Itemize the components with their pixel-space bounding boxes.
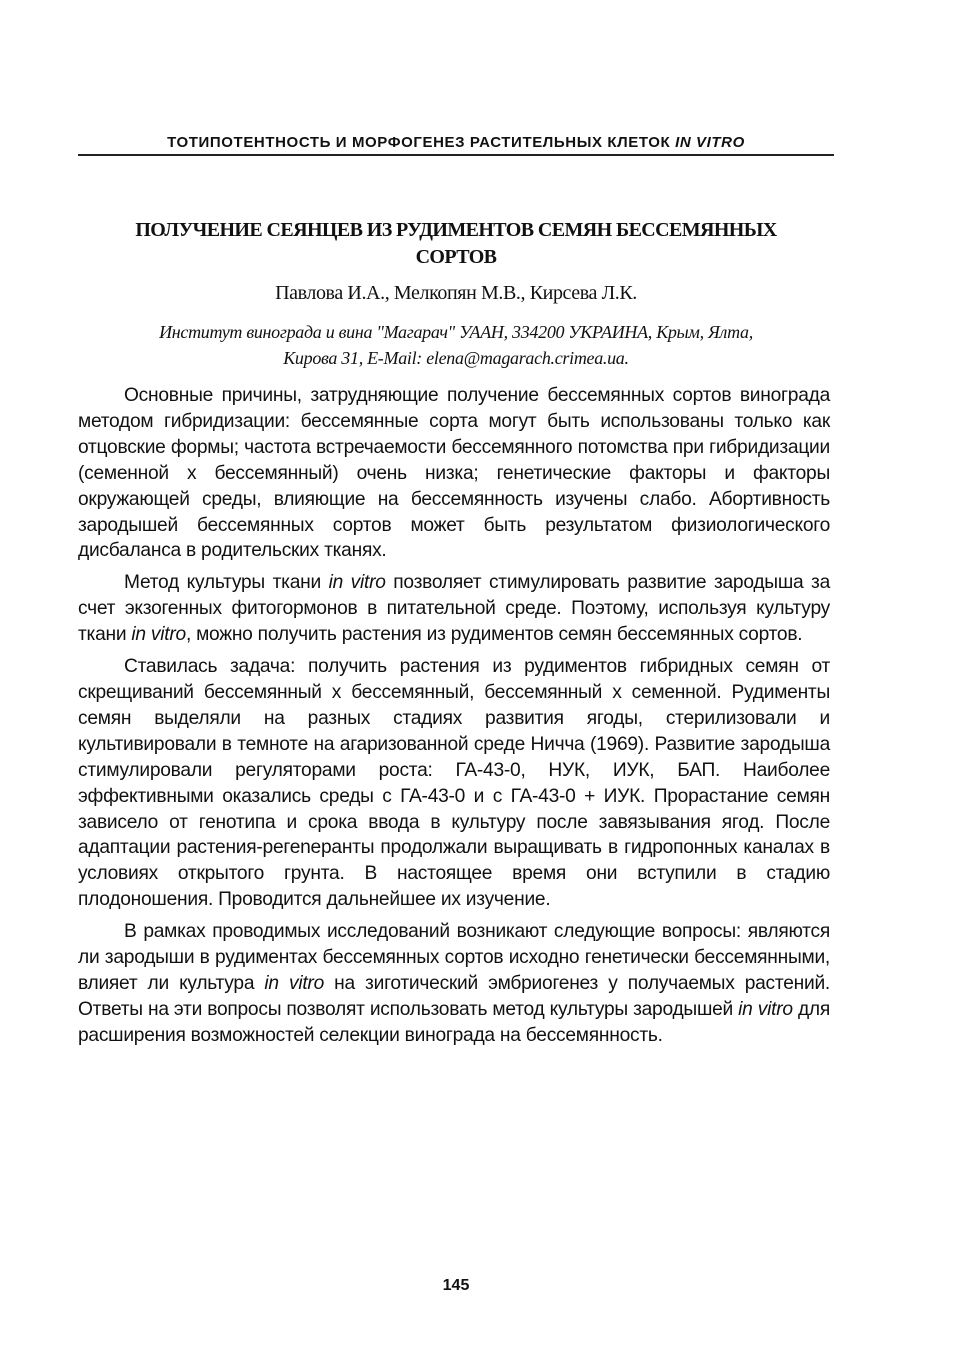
- affiliation-line-2: Кирова 31, E-Mail: elena@magarach.crimea.ua.: [283, 348, 629, 368]
- paragraph-2-italic-2: in vitro: [131, 624, 186, 646]
- paragraph-4-italic-1: in vitro: [264, 972, 324, 994]
- paragraph-2-italic-1: in vitro: [328, 572, 386, 594]
- running-header-text: ТОТИПОТЕНТНОСТЬ И МОРФОГЕНЕЗ РАСТИТЕЛЬНЫХ КЛЕТОК: [167, 134, 676, 151]
- paragraph-2-part-c: позволяет стимулировать развитие зародыша за счет экзогенных фитогормонов в питательной среде. Поэтому, используя культуру ткани: [78, 572, 830, 646]
- paragraph-1: Основные причины, затрудняющие получение бессемянных сортов винограда методом гибридизации: бессемянные сорта могут быть использованы только как отцовские формы; частота встречаемости бессемянного потомства при гибридизации (семенной х бессемянный) очень низка; генетические факторы и факторы окружающей среды, влияющие на бессемянность изучены слабо. Абортивность зародышей бессемянных сортов может быть результатом физиологического дисбаланса в родительских тканях.: [78, 385, 830, 562]
- affiliation-line-1: Институт винограда и вина "Магарач" УААН, 334200 УКРАИНА, Крым, Ялта,: [159, 322, 753, 342]
- paragraph-2: [78, 570, 830, 648]
- article-title-line-1: ПОЛУЧЕНИЕ СЕЯНЦЕВ ИЗ РУДИМЕНТОВ СЕМЯН БЕССЕМЯННЫХ: [135, 219, 777, 241]
- article-title: [78, 217, 834, 271]
- article-title-line-2: СОРТОВ: [415, 246, 497, 268]
- affiliation: [78, 319, 834, 371]
- paragraph-4: [78, 919, 830, 1049]
- paragraph-4-part-e: для расширения возможностей селекции винограда на бессемянность.: [78, 998, 830, 1046]
- authors: Павлова И.А., Мелкопян М.В., Кирсева Л.К.: [275, 282, 637, 304]
- paragraph-4-italic-2: in vitro: [738, 998, 793, 1020]
- paragraph-4-part-a: В рамках проводимых исследований возникают следующие вопросы: являются ли зародыши в рудиментах бессемянных сортов исходно генетически бессемянными, влияет ли культура: [78, 921, 830, 994]
- article-body: [78, 383, 830, 1055]
- running-header-italic: IN VITRO: [675, 134, 745, 151]
- paragraph-2-part-e: , можно получить растения из рудиментов семян бессемянных сортов.: [185, 624, 803, 646]
- paragraph-2-part-a: Метод культуры ткани: [124, 572, 329, 594]
- paragraph-3: Ставилась задача: получить растения из рудиментов гибридных семян от скрещиваний бессемянный х бессемянный, бессемянный х семенной. Рудименты семян выделяли на разных стадиях развития ягоды, стерилизовали и культивировали в темноте на агаризованной среде Ничча (1969). Развитие зародыша стимулировали регуляторами роста: ГА-43-0, НУК, ИУК, БАП. Наиболее эффективными оказались среды с ГА-43-0 и с ГА-43-0 + ИУК. Прорастание семян зависело от генотипа и срока ввода в культуру после завязывания ягод. После адаптации растения-регеneранты продолжали выращивать в гидропонных каналах в условиях открытого грунта. В настоящее время они вступили в стадию плодоношения. Проводится дальнейшее их изучение.: [78, 656, 830, 911]
- running-header: [78, 133, 834, 153]
- page-number: 145: [442, 1277, 470, 1294]
- header-rule: [78, 154, 834, 156]
- paragraph-4-part-c: на зиготический эмбриогенез у получаемых растений. Ответы на эти вопросы позволят использовать метод культуры зародышей: [78, 972, 830, 1020]
